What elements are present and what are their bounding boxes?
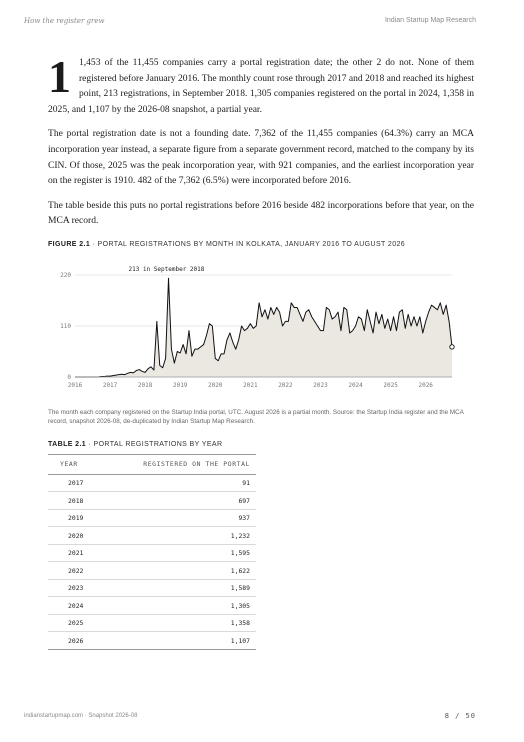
row-year: 2021 bbox=[48, 544, 98, 562]
row-year: 2025 bbox=[48, 614, 98, 632]
x-tick-label: 2023 bbox=[313, 381, 328, 389]
table-row bbox=[48, 544, 256, 562]
registrations-table bbox=[48, 454, 256, 650]
row-value: 1,589 bbox=[98, 579, 256, 597]
table-row bbox=[48, 597, 256, 615]
table-body bbox=[48, 474, 256, 649]
peak-annotation-label: 213 in September 2018 bbox=[128, 265, 205, 273]
row-year: 2026 bbox=[48, 632, 98, 650]
x-tick-label: 2022 bbox=[278, 381, 293, 389]
paragraph-3: The table beside this puts no portal registrations before 2016 beside 482 incorporations before that year, on the MCA record. bbox=[48, 199, 474, 227]
row-value: 697 bbox=[98, 492, 256, 510]
row-year: 2019 bbox=[48, 509, 98, 527]
table-caption bbox=[48, 441, 474, 448]
figure-source-note: The month each company registered on the Startup India portal, UTC. August 2026 is a partial month. Source: the Startup India register and the MCA record, snapshot 2026-08, de-duplicated by Indian Startup Map Research. bbox=[48, 408, 464, 426]
table-row bbox=[48, 562, 256, 580]
table-separator: · bbox=[86, 440, 94, 448]
row-year: 2020 bbox=[48, 527, 98, 545]
section-title: How the register grew bbox=[24, 17, 105, 25]
paragraph-1 bbox=[48, 51, 474, 117]
table-number: TABLE 2.1 bbox=[48, 440, 87, 448]
row-value: 1,595 bbox=[98, 544, 256, 562]
running-head bbox=[24, 17, 476, 29]
figure-title: PORTAL REGISTRATIONS BY MONTH IN KOLKATA, JANUARY 2016 TO AUGUST 2026 bbox=[97, 240, 406, 248]
row-value: 1,622 bbox=[98, 562, 256, 580]
x-tick-label: 2020 bbox=[208, 381, 223, 389]
footer-source: indianstartupmap.com · Snapshot 2026-08 bbox=[24, 713, 138, 719]
paragraph-2: The portal registration date is not a founding date. 7,362 of the 11,455 companies (64.3%) carry an MCA incorporation year instead, a separate figure from a separate government record, matched to the company by its CIN. Of those, 2025 was the peak incorporation year, with 921 companies, and the earliest incorporation year on the register is 1910. 482 of the 7,362 (6.5%) were incorporated before 2016. bbox=[48, 128, 474, 187]
x-tick-label: 2021 bbox=[243, 381, 258, 389]
table-row bbox=[48, 509, 256, 527]
row-year: 2018 bbox=[48, 492, 98, 510]
row-value: 1,107 bbox=[98, 632, 256, 650]
x-tick-label: 2025 bbox=[383, 381, 398, 389]
year-column-header: YEAR bbox=[48, 454, 98, 474]
row-value: 1,232 bbox=[98, 527, 256, 545]
row-value: 937 bbox=[98, 509, 256, 527]
row-year: 2017 bbox=[48, 474, 98, 492]
row-value: 1,305 bbox=[98, 597, 256, 615]
table-row bbox=[48, 614, 256, 632]
registrations-chart bbox=[48, 253, 474, 398]
row-year: 2024 bbox=[48, 597, 98, 615]
table-header-row bbox=[48, 454, 256, 474]
x-tick-label: 2026 bbox=[418, 381, 433, 389]
table-row bbox=[48, 492, 256, 510]
row-value: 1,358 bbox=[98, 614, 256, 632]
y-tick-label: 220 bbox=[60, 271, 71, 279]
publication-name: Indian Startup Map Research bbox=[384, 17, 476, 24]
last-point-marker bbox=[450, 345, 454, 349]
row-value: 91 bbox=[98, 474, 256, 492]
drop-cap: 1 bbox=[48, 51, 71, 102]
row-year: 2023 bbox=[48, 579, 98, 597]
x-tick-label: 2019 bbox=[172, 381, 188, 389]
paragraph-1-text: 1,453 of the 11,455 companies carry a portal registration date; the other 2 do not. None of them registered before January 2016. The monthly count rose through 2017 and 2018 and reached its highest point, 213 registrations, in September 2018. 1,305 companies registered on the portal in 2024, 1,358 in 2025, and 1,107 by the 2026-08 snapshot, a partial year. bbox=[48, 57, 474, 115]
x-tick-label: 2016 bbox=[67, 381, 83, 389]
page-content bbox=[48, 51, 474, 650]
x-tick-label: 2017 bbox=[102, 381, 118, 389]
table-row bbox=[48, 579, 256, 597]
table-row bbox=[48, 527, 256, 545]
figure-number: FIGURE 2.1 bbox=[48, 240, 91, 248]
table-title: PORTAL REGISTRATIONS BY YEAR bbox=[93, 440, 223, 448]
value-column-header: REGISTERED ON THE PORTAL bbox=[98, 454, 256, 474]
figure-separator: · bbox=[90, 240, 98, 248]
y-tick-label: 0 bbox=[67, 373, 71, 381]
table-row bbox=[48, 632, 256, 650]
x-tick-label: 2018 bbox=[137, 381, 153, 389]
figure-caption bbox=[48, 241, 474, 248]
row-year: 2022 bbox=[48, 562, 98, 580]
page-footer bbox=[24, 712, 476, 720]
x-tick-label: 2024 bbox=[348, 381, 363, 389]
table-row bbox=[48, 474, 256, 492]
page-number: 8 / 50 bbox=[444, 712, 476, 720]
y-tick-label: 110 bbox=[60, 322, 71, 330]
